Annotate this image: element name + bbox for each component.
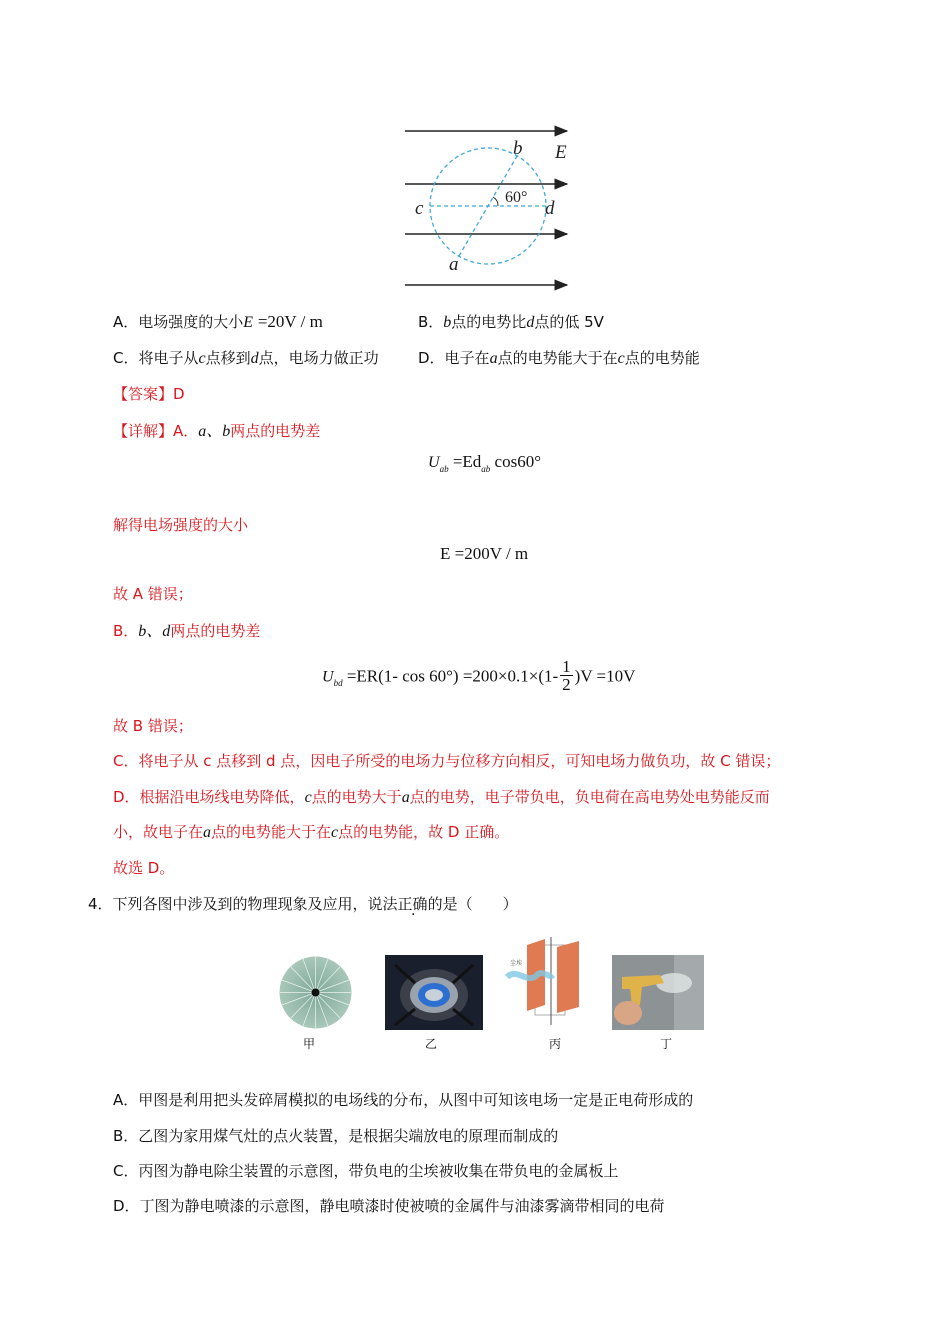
equation-E: E =200V / m: [440, 544, 529, 563]
caption-ding: 丁: [660, 1037, 673, 1051]
analysis-line3: 故 A 错误；: [113, 585, 193, 603]
analysis-line2: 解得电场强度的大小: [113, 516, 249, 534]
figure-bing: [505, 935, 600, 1030]
q4-option-A: A．甲图是利用把头发碎屑模拟的电场线的分布，从图中可知该电场一定是正电荷形成的: [113, 1091, 694, 1109]
analysis-A-head: 【详解】A．a、b两点的电势差: [113, 422, 321, 440]
label-E: E: [555, 142, 567, 163]
analysis-D-line2: 小，故电子在a点的电势能大于在c点的电势能，故 D 正确。: [113, 823, 510, 841]
caption-yi: 乙: [425, 1037, 438, 1051]
label-b: b: [513, 138, 523, 159]
caption-bing: 丙: [549, 1037, 562, 1051]
analysis-B-head: B．b、d两点的电势差: [113, 622, 261, 640]
option-C: C．将电子从c点移到d点，电场力做正功: [113, 349, 379, 367]
answer: 【答案】D: [113, 385, 185, 403]
option-A: A．电场强度的大小E =20V / m: [113, 312, 323, 331]
figure-yi: [385, 955, 483, 1030]
q4-option-B: B．乙图为家用煤气灶的点火装置，是根据尖端放电的原理而制成的: [113, 1127, 559, 1145]
analysis-line4: 故 B 错误；: [113, 717, 193, 735]
figure-ding: [612, 955, 704, 1030]
label-c: c: [415, 198, 424, 219]
figure-jia: [278, 955, 353, 1030]
q4-option-C: C．丙图为静电除尘装置的示意图，带负电的尘埃被收集在带负电的金属板上: [113, 1162, 619, 1180]
analysis-D-line1: D．根据沿电场线电势降低，c点的电势大于a点的电势，电子带负电，负电荷在高电势处电势能反而: [113, 788, 770, 806]
figure-bing-label: 尘埃: [510, 960, 523, 967]
question-4-stem: 4．下列各图中涉及到的物理现象及应用，说法正确的是（ ）: [88, 895, 518, 913]
option-B: B．b点的电势比d点的低 5V: [418, 313, 604, 331]
label-angle: 60°: [505, 189, 528, 206]
angle-arc: [493, 197, 498, 206]
field-diagram: [395, 118, 595, 293]
option-D: D．电子在a点的电势能大于在c点的电势能: [418, 349, 700, 367]
caption-jia: 甲: [303, 1037, 316, 1051]
q4-option-D: D．丁图为静电喷漆的示意图，静电喷漆时使被喷的金属件与油漆雾滴带相同的电荷: [113, 1197, 665, 1215]
label-a: a: [449, 254, 459, 275]
equation-Uab: $U_{ab} =Ed_{ab}$ cos60°: [428, 452, 542, 474]
final-choice: 故选 D。: [113, 859, 175, 877]
label-d: d: [545, 198, 555, 219]
equation-Ubd: $U_{bd} =ER(1-$ cos 60°) =200×0.1×(1- $\frac{1}{2}$ )V =10V: [322, 657, 636, 694]
analysis-line5: C．将电子从 c 点移到 d 点，因电子所受的电场力与位移方向相反，可知电场力做负功，故 C 错误；: [113, 752, 781, 770]
